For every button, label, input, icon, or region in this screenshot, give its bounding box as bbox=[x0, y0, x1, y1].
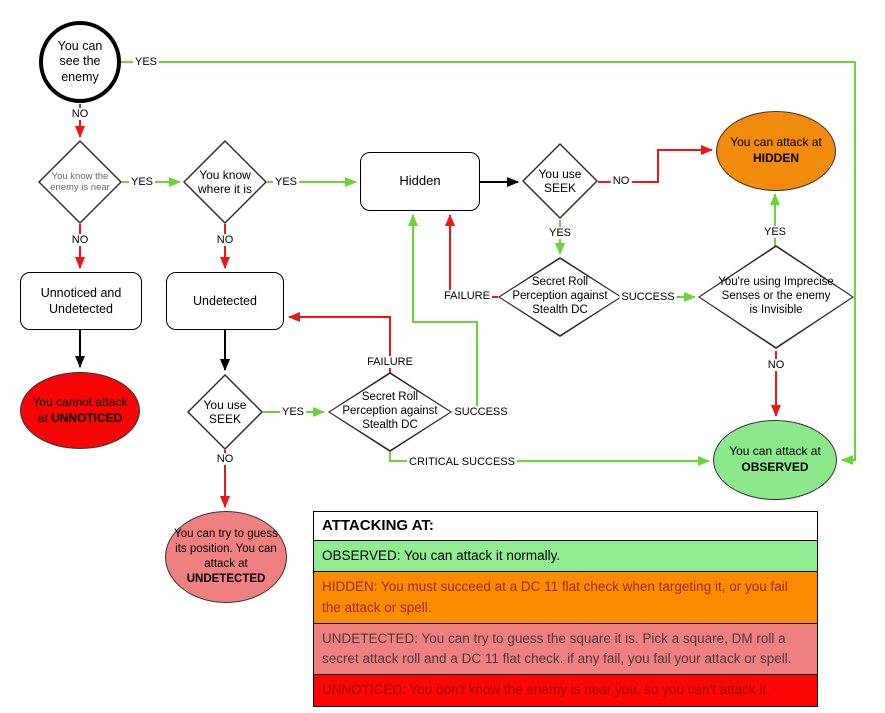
node-secret-roll-bottom bbox=[328, 372, 452, 452]
node-secret-roll-bottom-label: Secret Roll Perception against Stealth DC bbox=[342, 391, 438, 431]
edge-label-failure: FAILURE bbox=[444, 290, 490, 302]
edge-label-yes: YES bbox=[134, 56, 158, 68]
node-know-enemy-near bbox=[38, 140, 122, 224]
legend-title: ATTACKING AT: bbox=[314, 512, 817, 541]
node-seek-top-label: You use SEEK bbox=[538, 166, 582, 195]
node-hidden bbox=[360, 152, 480, 211]
node-attack-hidden-label bbox=[717, 135, 835, 166]
node-seek-bottom-label: You use SEEK bbox=[203, 397, 247, 426]
legend-row-undetected: UNDETECTED: You can try to guess the square it is. Pick a square, DM roll a secret attack roll and a DC 11 flat check. if any fail, you fail your attack or spell. bbox=[314, 624, 817, 676]
node-try-guess-undetected-text: You can try to guess its position. You can attack at bbox=[174, 528, 278, 570]
edge-label-success: SUCCESS bbox=[621, 291, 675, 303]
node-cannot-attack-unnoticed-label bbox=[21, 395, 139, 426]
edge-label-no: NO bbox=[71, 234, 89, 246]
node-know-where bbox=[183, 140, 267, 224]
node-cannot-attack-unnoticed-text: You cannot attack at bbox=[32, 394, 128, 425]
node-secret-roll-top bbox=[498, 257, 622, 337]
node-start-label: You can see the enemy bbox=[57, 38, 103, 84]
node-unnoticed-undetected bbox=[20, 272, 142, 330]
node-start bbox=[39, 21, 121, 103]
node-seek-top bbox=[522, 143, 598, 219]
node-try-guess-undetected-label bbox=[166, 527, 286, 587]
legend-row-unnoticed: UNNOTICED: You don't know the enemy is near you, so you can't attack it. bbox=[314, 675, 817, 705]
edge-label-no: NO bbox=[216, 234, 234, 246]
node-know-enemy-near-label: You know the enemy is near bbox=[50, 170, 110, 193]
edge-label-yes: YES bbox=[763, 226, 787, 238]
edge-label-no: NO bbox=[71, 108, 89, 120]
edge-label-success: SUCCESS bbox=[454, 406, 508, 418]
node-attack-hidden bbox=[716, 111, 836, 191]
edge-label-yes: YES bbox=[281, 406, 305, 418]
node-secret-roll-top-label: Secret Roll Perception against Stealth DC bbox=[512, 276, 608, 316]
node-imprecise-senses bbox=[698, 245, 854, 349]
node-try-guess-undetected bbox=[165, 511, 287, 603]
edge-label-no: NO bbox=[216, 453, 234, 465]
node-try-guess-undetected-state: UNDETECTED bbox=[186, 572, 266, 585]
node-attack-hidden-state: HIDDEN bbox=[752, 151, 799, 165]
legend-row-observed: OBSERVED: You can attack it normally. bbox=[314, 541, 817, 572]
edge-label-yes: YES bbox=[548, 227, 572, 239]
node-seek-bottom bbox=[187, 374, 263, 450]
node-unnoticed-undetected-label: Unnoticed and Undetected bbox=[40, 285, 122, 316]
node-attack-observed-state: OBSERVED bbox=[741, 460, 809, 474]
node-undetected bbox=[166, 272, 284, 330]
node-attack-observed-label bbox=[714, 444, 836, 475]
edge-label-yes: YES bbox=[274, 176, 298, 188]
node-cannot-attack-unnoticed-state: UNNOTICED bbox=[51, 410, 123, 425]
edge-label-failure: FAILURE bbox=[367, 356, 413, 368]
node-attack-observed bbox=[713, 420, 837, 500]
edge-label-no: NO bbox=[767, 359, 785, 371]
edge-label-no: NO bbox=[612, 175, 630, 187]
node-attack-hidden-text: You can attack at bbox=[730, 135, 822, 150]
edge-label-critical-success: CRITICAL SUCCESS bbox=[409, 456, 515, 468]
node-imprecise-senses-label: You're using Imprecise Senses or the enemy is Invisible bbox=[718, 276, 834, 316]
legend-row-hidden: HIDDEN: You must succeed at a DC 11 flat check when targeting it, or you fail the attack or spell. bbox=[314, 572, 817, 624]
node-cannot-attack-unnoticed bbox=[20, 372, 140, 449]
node-know-where-label: You know where it is bbox=[197, 167, 253, 196]
legend-table bbox=[313, 511, 818, 707]
node-attack-observed-text: You can attack at bbox=[729, 444, 821, 459]
edge-label-yes: YES bbox=[130, 176, 154, 188]
node-undetected-label: Undetected bbox=[193, 293, 257, 308]
node-hidden-label: Hidden bbox=[399, 173, 441, 189]
